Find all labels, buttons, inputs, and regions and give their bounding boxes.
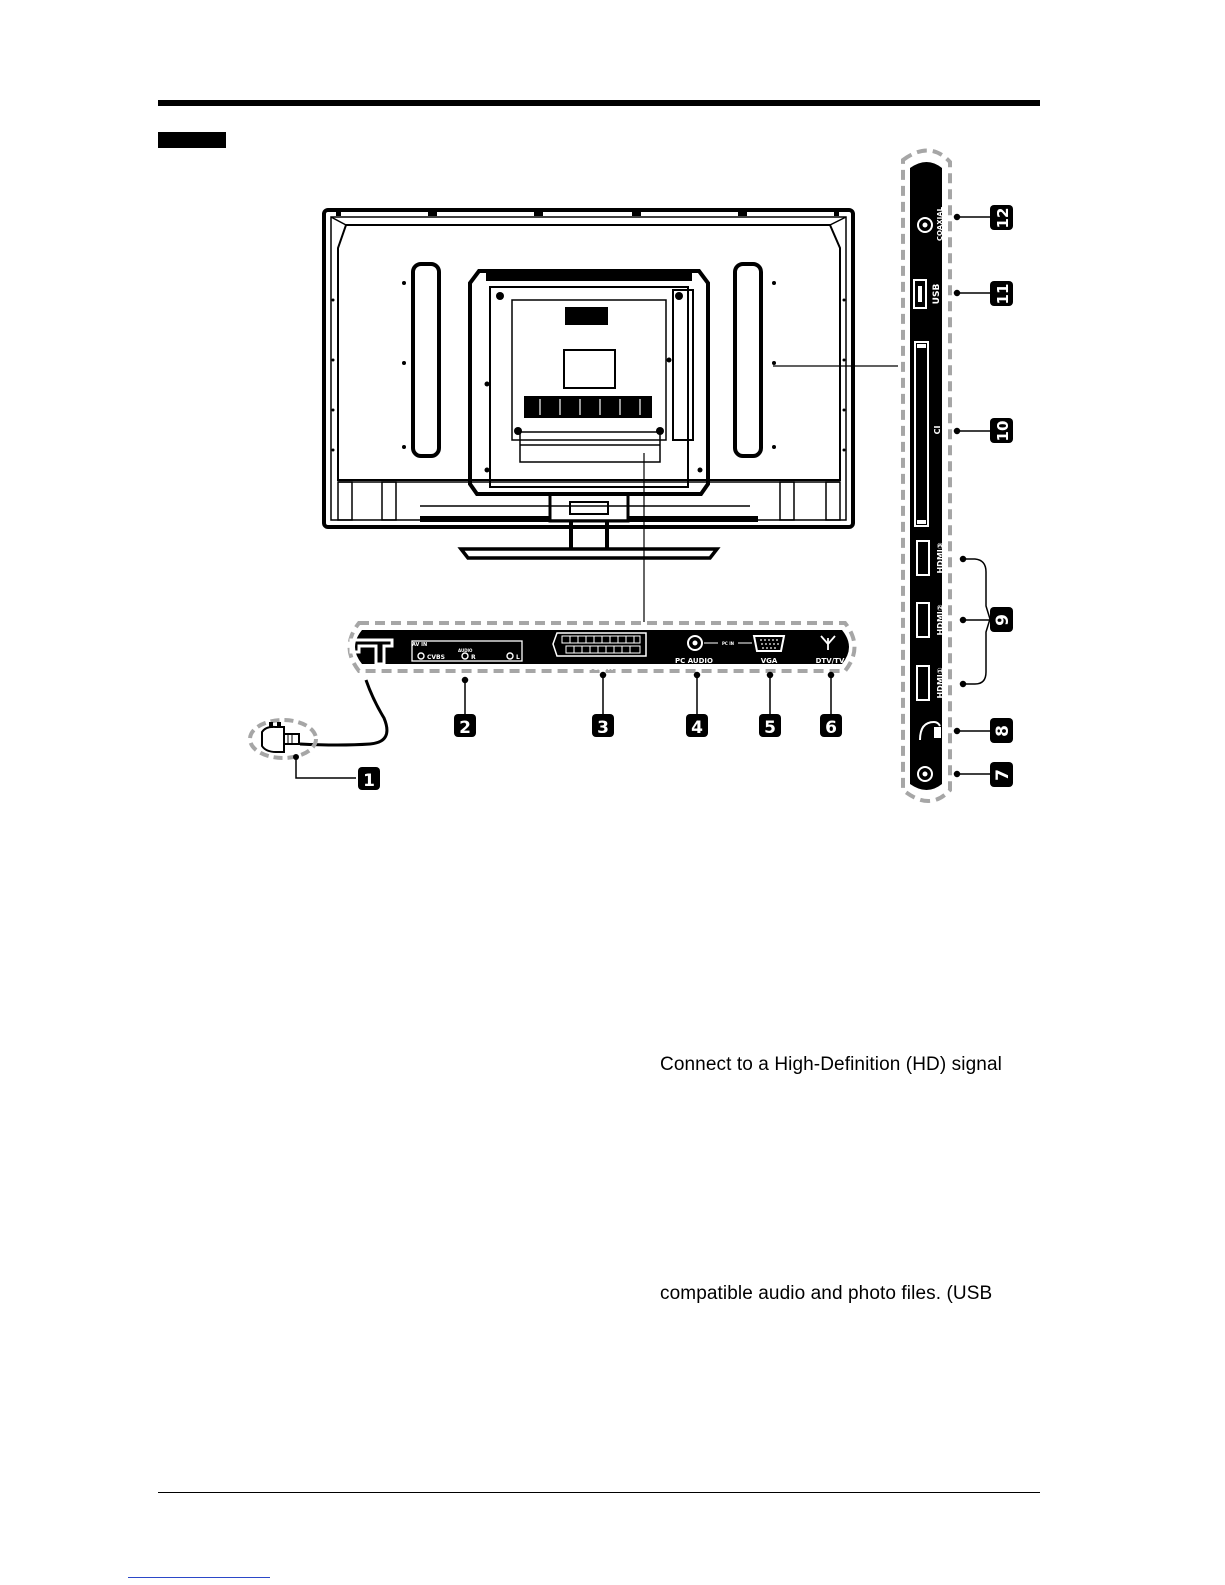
- rear-connection-panel: [350, 623, 855, 672]
- svg-text:7: 7: [993, 769, 1013, 781]
- coaxial-label: COAXIAL: [936, 206, 944, 242]
- footer-link-underline[interactable]: [128, 1577, 270, 1578]
- hdmi2-label: HDMI②: [936, 604, 945, 636]
- svg-text:11: 11: [994, 283, 1012, 305]
- rear-callouts: [358, 714, 842, 791]
- hdmi3-label: HDMI③: [936, 542, 945, 574]
- svg-text:8: 8: [993, 725, 1013, 737]
- svg-text:1: 1: [363, 771, 375, 791]
- pc-in-label: PC IN: [721, 641, 735, 646]
- svg-text:9: 9: [993, 614, 1013, 626]
- svg-text:5: 5: [764, 718, 776, 738]
- audio-l-label: L: [516, 654, 520, 661]
- svg-text:12: 12: [994, 207, 1012, 229]
- vga-label: VGA: [760, 657, 778, 665]
- audio-label: AUDIO: [458, 648, 473, 653]
- scart-label: SCART: [587, 663, 615, 672]
- cvbs-label: CVBS: [427, 654, 445, 661]
- side-connection-panel: [903, 150, 950, 801]
- audio-r-label: R: [471, 654, 476, 661]
- ci-label: CI: [933, 425, 942, 435]
- body-text-line-1: Connect to a High-Definition (HD) signal: [660, 1054, 1002, 1075]
- svg-text:3: 3: [597, 718, 609, 738]
- body-text-line-2: compatible audio and photo files. (USB: [660, 1283, 993, 1304]
- power-cord: [250, 680, 387, 778]
- side-callouts: [990, 205, 1013, 787]
- dtv-tv-label: DTV/TV: [815, 657, 845, 665]
- svg-text:4: 4: [691, 718, 703, 738]
- tv-back-illustration: [324, 210, 853, 558]
- usb-label: USB: [932, 283, 942, 305]
- pc-audio-label: PC AUDIO: [675, 657, 713, 665]
- hdmi1-label: HDMI①: [936, 667, 945, 699]
- svg-text:10: 10: [994, 420, 1012, 442]
- bottom-rule: [158, 1492, 1040, 1493]
- svg-text:2: 2: [459, 718, 471, 738]
- usb-rating-label: 5V ⎓ 500mA: [942, 273, 949, 315]
- av-in-label: AV IN: [412, 642, 428, 648]
- svg-text:6: 6: [825, 718, 837, 738]
